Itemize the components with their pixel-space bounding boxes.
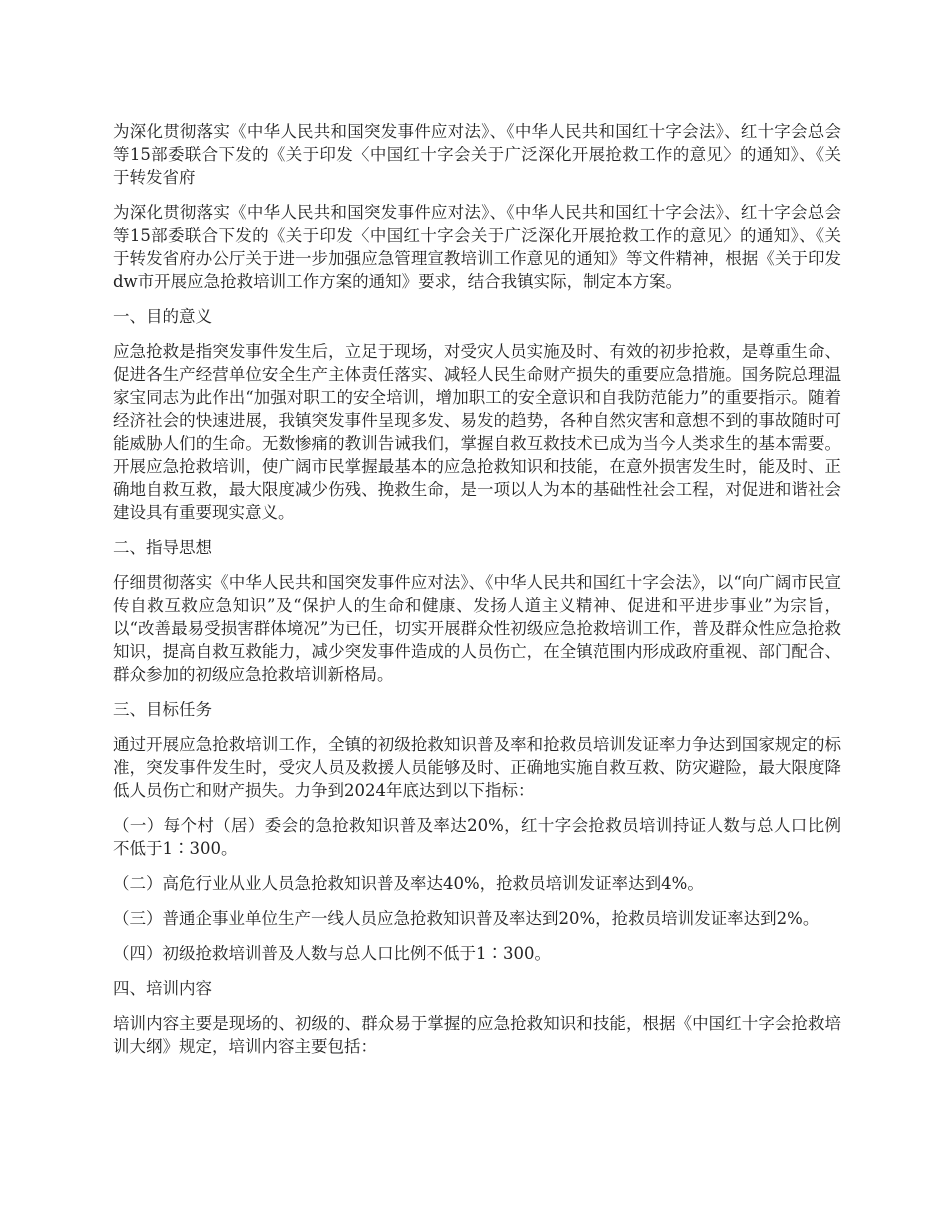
goal-item-1: （一）每个村（居）委会的急抢救知识普及率达20%，红十字会抢救员培训持证人数与总人口比例不低于1∶300。 [113, 816, 841, 858]
intro-full: 为深化贯彻落实《中华人民共和国突发事件应对法》、《中华人民共和国红十字会法》、红十字会总会等15部委联合下发的《关于印发〈中国红十字会关于广泛深化开展抢救工作的意见〉的通知》、《关于转发省府办公厅关于进一步加强应急管理宣教培训工作意见的通知》等文件精神，根据《关于印发dw市开展应急抢救培训工作方案的通知》要求，结合我镇实际，制定本方案。 [113, 203, 841, 291]
training-body: 培训内容主要是现场的、初级的、群众易于掌握的应急抢救知识和技能，根据《中国红十字会抢救培训大纲》规定，培训内容主要包括： [113, 1014, 841, 1056]
heading-purpose: 一、目的意义 [113, 307, 212, 326]
goal-item-4: （四）初级抢救培训普及人数与总人口比例不低于1∶300。 [113, 944, 551, 963]
document-page [113, 120, 841, 1070]
goals-body: 通过开展应急抢救培训工作，全镇的初级抢救知识普及率和抢救员培训发证率力争达到国家规定的标准，突发事件发生时，受灾人员及救援人员能够及时、正确地实施自救互救、防灾避险，最大限度降低人员伤亡和财产损失。力争到2024年底达到以下指标： [113, 735, 841, 800]
intro-summary: 为深化贯彻落实《中华人民共和国突发事件应对法》、《中华人民共和国红十字会法》、红十字会总会等15部委联合下发的《关于印发〈中国红十字会关于广泛深化开展抢救工作的意见〉的通知》、《关于转发省府 [113, 122, 841, 187]
goal-item-3: （三）普通企事业单位生产一线人员应急抢救知识普及率达到20%，抢救员培训发证率达到2%。 [113, 909, 820, 928]
guiding-body: 仔细贯彻落实《中华人民共和国突发事件应对法》、《中华人民共和国红十字会法》，以“向广阔市民宣传自救互救应急知识”及“保护人的生命和健康、发扬人道主义精神、促进和平进步事业”为宗旨，以“改善最易受损害群体境况”为已任，切实开展群众性初级应急抢救培训工作，普及群众性应急抢救知识，提高自救互救能力，减少突发事件造成的人员伤亡，在全镇范围内形成政府重视、部门配合、群众参加的初级应急抢救培训新格局。 [113, 573, 841, 684]
heading-goals: 三、目标任务 [113, 700, 212, 719]
purpose-body: 应急抢救是指突发事件发生后，立足于现场，对受灾人员实施及时、有效的初步抢救，是尊重生命、促进各生产经营单位安全生产主体责任落实、减轻人民生命财产损失的重要应急措施。国务院总理温家宝同志为此作出“加强对职工的安全培训，增加职工的安全意识和自我防范能力”的重要指示。随着经济社会的快速进展，我镇突发事件呈现多发、易发的趋势，各种自然灾害和意想不到的事故随时可能威胁人们的生命。无数惨痛的教训告诫我们，掌握自救互救技术已成为当今人类求生的基本需要。开展应急抢救培训，使广阔市民掌握最基本的应急抢救知识和技能，在意外损害发生时，能及时、正确地自救互救，最大限度减少伤残、挽救生命，是一项以人为本的基础性社会工程，对促进和谐社会建设具有重要现实意义。 [113, 342, 841, 522]
heading-training: 四、培训内容 [113, 979, 212, 998]
goal-item-2: （二）高危行业从业人员急抢救知识普及率达40%，抢救员培训发证率达到4%。 [113, 874, 704, 893]
heading-guiding: 二、指导思想 [113, 538, 212, 557]
